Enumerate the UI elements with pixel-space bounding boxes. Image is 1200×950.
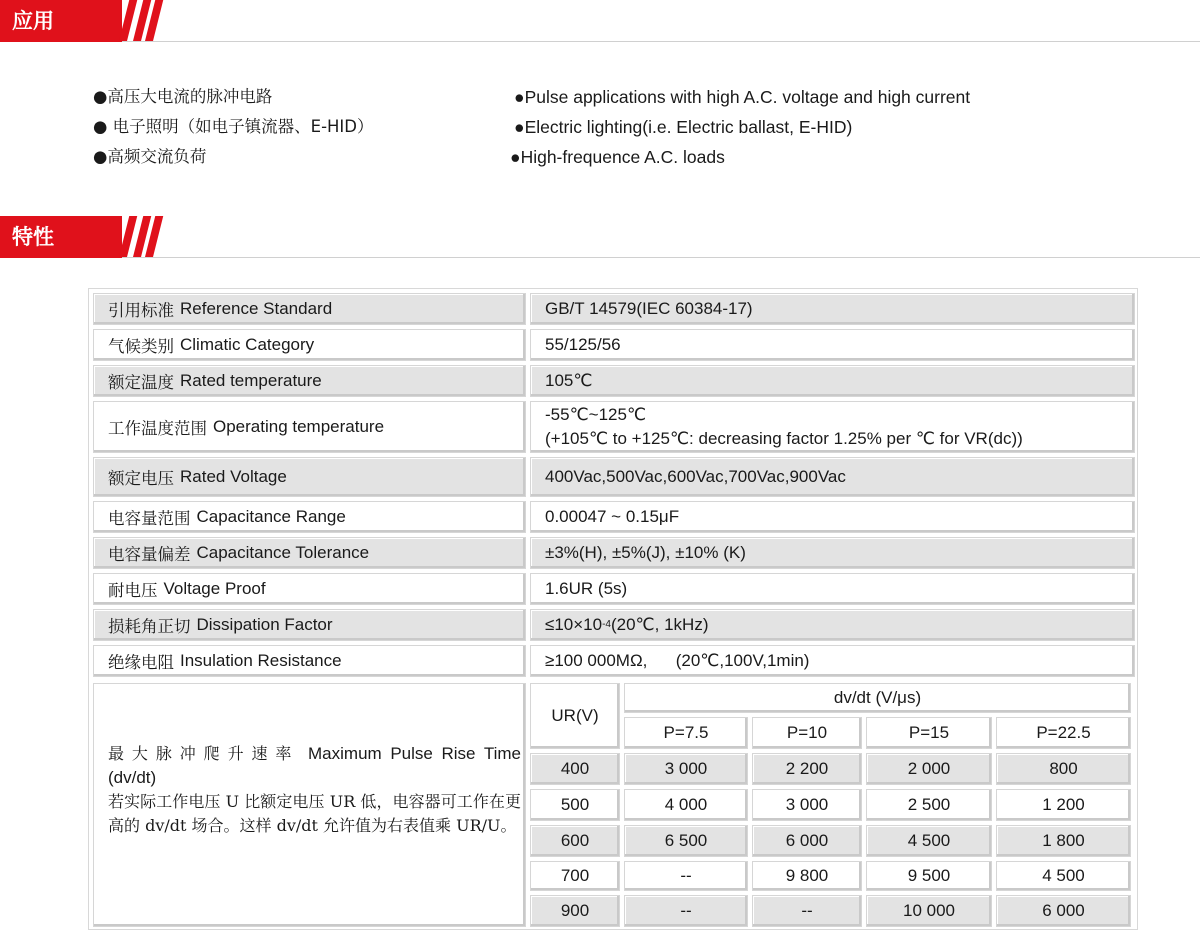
spec-row xyxy=(93,501,1135,533)
dvdt-cell: -- xyxy=(624,895,748,927)
dvdt-cell: 4 000 xyxy=(624,789,748,821)
spec-label xyxy=(93,501,526,533)
dvdt-cell: 9 500 xyxy=(866,861,992,891)
dvdt-cell: -- xyxy=(752,895,862,927)
dvdt-header: dv/dt (V/μs) xyxy=(624,683,1131,713)
spec-label xyxy=(93,329,526,361)
spec-value: 0.00047 ~ 0.15μF xyxy=(530,501,1135,533)
dvdt-cell: 2 200 xyxy=(752,753,862,785)
spec-label-en: Voltage Proof xyxy=(163,579,266,598)
pulse-note-cn: 若实际工作电压 U 比额定电压 UR 低，电容器可工作在更高的 dv/dt 场合。这样 dv/dt 允许值为右表值乘 UR/U。 xyxy=(108,792,521,835)
spec-label xyxy=(93,365,526,397)
spec-row xyxy=(93,457,1135,497)
application-item-cn: ●高频交流负荷 xyxy=(93,147,207,166)
section-header-features xyxy=(0,216,1200,260)
dvdt-cell: 2 000 xyxy=(866,753,992,785)
spec-row xyxy=(93,293,1135,325)
spec-table xyxy=(88,288,1138,930)
dvdt-cell: 1 800 xyxy=(996,825,1131,857)
spec-label-cn: 额定温度 xyxy=(108,373,174,392)
spec-label xyxy=(93,293,526,325)
dvdt-cell: 800 xyxy=(996,753,1131,785)
application-item-cn: ● 电子照明（如电子镇流器、E-HID） xyxy=(93,117,374,136)
section-title-features: 特性 xyxy=(0,216,122,258)
spec-label-en: Capacitance Range xyxy=(196,507,346,526)
spec-label-en: Operating temperature xyxy=(213,417,385,436)
spec-value-part: (20℃, 1kHz) xyxy=(610,615,709,634)
header-rule xyxy=(122,41,1200,42)
pulse-label-cn: 最大脉冲爬升速率 xyxy=(108,744,300,763)
dvdt-cell: 6 000 xyxy=(752,825,862,857)
spec-label xyxy=(93,457,526,497)
spec-value-line: -55℃~125℃ xyxy=(545,405,647,424)
spec-value: 105℃ xyxy=(530,365,1135,397)
spec-value: 55/125/56 xyxy=(530,329,1135,361)
spec-row xyxy=(93,573,1135,605)
spec-value: ±3%(H), ±5%(J), ±10% (K) xyxy=(530,537,1135,569)
spec-row xyxy=(93,329,1135,361)
dvdt-cell: 2 500 xyxy=(866,789,992,821)
application-list-en xyxy=(510,82,970,172)
spec-row xyxy=(93,537,1135,569)
pulse-rise-description xyxy=(93,683,526,927)
p-header: P=15 xyxy=(866,717,992,749)
spec-label xyxy=(93,573,526,605)
dvdt-cell: 3 000 xyxy=(624,753,748,785)
ur-cell: 400 xyxy=(530,753,620,785)
dvdt-cell: 6 000 xyxy=(996,895,1131,927)
dvdt-table xyxy=(530,683,1131,927)
spec-value xyxy=(530,401,1135,453)
ur-cell: 600 xyxy=(530,825,620,857)
section-title-application: 应用 xyxy=(0,0,122,42)
spec-label-cn: 耐电压 xyxy=(108,581,158,600)
application-item-en: ●High-frequence A.C. loads xyxy=(510,147,725,167)
ur-cell: 900 xyxy=(530,895,620,927)
dvdt-cell: 9 800 xyxy=(752,861,862,891)
p-header: P=22.5 xyxy=(996,717,1131,749)
spec-row xyxy=(93,645,1135,677)
dvdt-cell: 1 200 xyxy=(996,789,1131,821)
ur-header: UR(V) xyxy=(530,683,620,749)
ur-cell: 500 xyxy=(530,789,620,821)
spec-label-en: Climatic Category xyxy=(180,335,315,354)
application-item-en: ●Pulse applications with high A.C. voltage and high current xyxy=(514,87,971,107)
spec-value: GB/T 14579(IEC 60384-17) xyxy=(530,293,1135,325)
spec-label-en: Rated temperature xyxy=(180,371,322,390)
dvdt-cell: 10 000 xyxy=(866,895,992,927)
application-list-cn xyxy=(93,82,374,172)
spec-label-en: Dissipation Factor xyxy=(196,615,333,634)
spec-label-en: Reference Standard xyxy=(180,299,333,318)
spec-label-cn: 电容量范围 xyxy=(108,509,191,528)
p-header: P=7.5 xyxy=(624,717,748,749)
spec-label-cn: 气候类别 xyxy=(108,337,174,356)
pulse-label xyxy=(108,742,521,790)
application-item-en: ●Electric lighting(i.e. Electric ballast, E-HID) xyxy=(514,117,853,137)
spec-row xyxy=(93,609,1135,641)
spec-label xyxy=(93,645,526,677)
spec-row xyxy=(93,365,1135,397)
dvdt-cell: -- xyxy=(624,861,748,891)
spec-label-en: Capacitance Tolerance xyxy=(196,543,370,562)
spec-label-cn: 引用标准 xyxy=(108,301,174,320)
section-header-application xyxy=(0,0,1200,44)
dvdt-cell: 4 500 xyxy=(866,825,992,857)
p-header: P=10 xyxy=(752,717,862,749)
spec-label-cn: 绝缘电阻 xyxy=(108,653,174,672)
spec-label-cn: 损耗角正切 xyxy=(108,617,191,636)
spec-label-cn: 电容量偏差 xyxy=(108,545,191,564)
dvdt-cell: 3 000 xyxy=(752,789,862,821)
spec-value-line: (+105℃ to +125℃: decreasing factor 1.25% per ℃ for VR(dc)) xyxy=(545,429,1023,448)
spec-label-en: Rated Voltage xyxy=(180,467,287,486)
header-rule xyxy=(122,257,1200,258)
spec-value: 1.6UR (5s) xyxy=(530,573,1135,605)
spec-label-cn: 额定电压 xyxy=(108,469,174,488)
spec-value: ≥100 000MΩ, (20℃,100V,1min) xyxy=(530,645,1135,677)
application-item-cn: ●高压大电流的脉冲电路 xyxy=(93,87,273,106)
spec-label xyxy=(93,401,526,453)
spec-label xyxy=(93,537,526,569)
spec-value-part: ≤10×10 xyxy=(545,615,603,634)
spec-row xyxy=(93,401,1135,453)
spec-label xyxy=(93,609,526,641)
spec-value: ≤10×10 -4 (20℃, 1kHz) xyxy=(530,609,1135,641)
dvdt-cell: 4 500 xyxy=(996,861,1131,891)
ur-cell: 700 xyxy=(530,861,620,891)
spec-label-en: Insulation Resistance xyxy=(180,651,342,670)
pulse-label-en: Maximum Pulse Rise Time (dv/dt) xyxy=(108,744,521,787)
spec-label-cn: 工作温度范围 xyxy=(108,419,207,438)
spec-value: 400Vac,500Vac,600Vac,700Vac,900Vac xyxy=(530,457,1135,497)
dvdt-cell: 6 500 xyxy=(624,825,748,857)
